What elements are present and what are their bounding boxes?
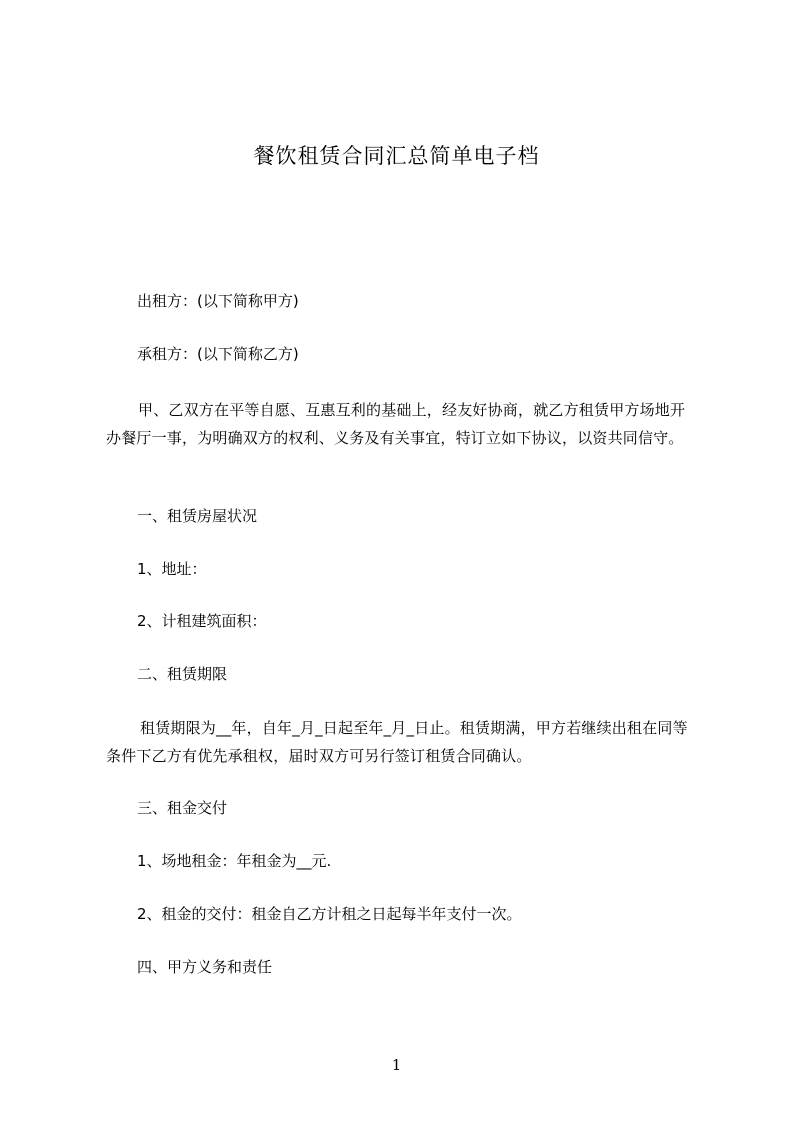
address-line: 1、地址： — [137, 560, 207, 578]
rent-amount-line: 1、场地租金：年租金为__元. — [137, 852, 332, 870]
rent-payment-line: 2、租金的交付：租金自乙方计租之日起每半年支付一次。 — [137, 905, 522, 923]
section-4-heading: 四、甲方义务和责任 — [137, 958, 273, 976]
term-paragraph: 租赁期限为__年，自年_月_日起至年_月_日止。租赁期满，甲方若继续出租在同等条件下乙方有优先承租权，届时双方可另行签订租赁合同确认。 — [106, 719, 688, 765]
document-title: 餐饮租赁合同汇总简单电子档 — [253, 144, 540, 168]
section-2-heading: 二、租赁期限 — [137, 665, 228, 683]
section-1-heading: 一、租赁房屋状况 — [137, 507, 258, 525]
intro-paragraph: 甲、乙双方在平等自愿、互惠互利的基础上，经友好协商，就乙方租赁甲方场地开办餐厅一事，为明确双方的权利、义务及有关事宜，特订立如下协议，以资共同信守。 — [106, 401, 686, 447]
area-line: 2、计租建筑面积： — [137, 612, 267, 630]
page-number: 1 — [391, 1056, 402, 1074]
section-3-heading: 三、租金交付 — [137, 799, 228, 817]
lessee-line: 承租方：(以下简称乙方) — [137, 345, 299, 363]
lessor-line: 出租方：(以下简称甲方) — [137, 292, 299, 310]
